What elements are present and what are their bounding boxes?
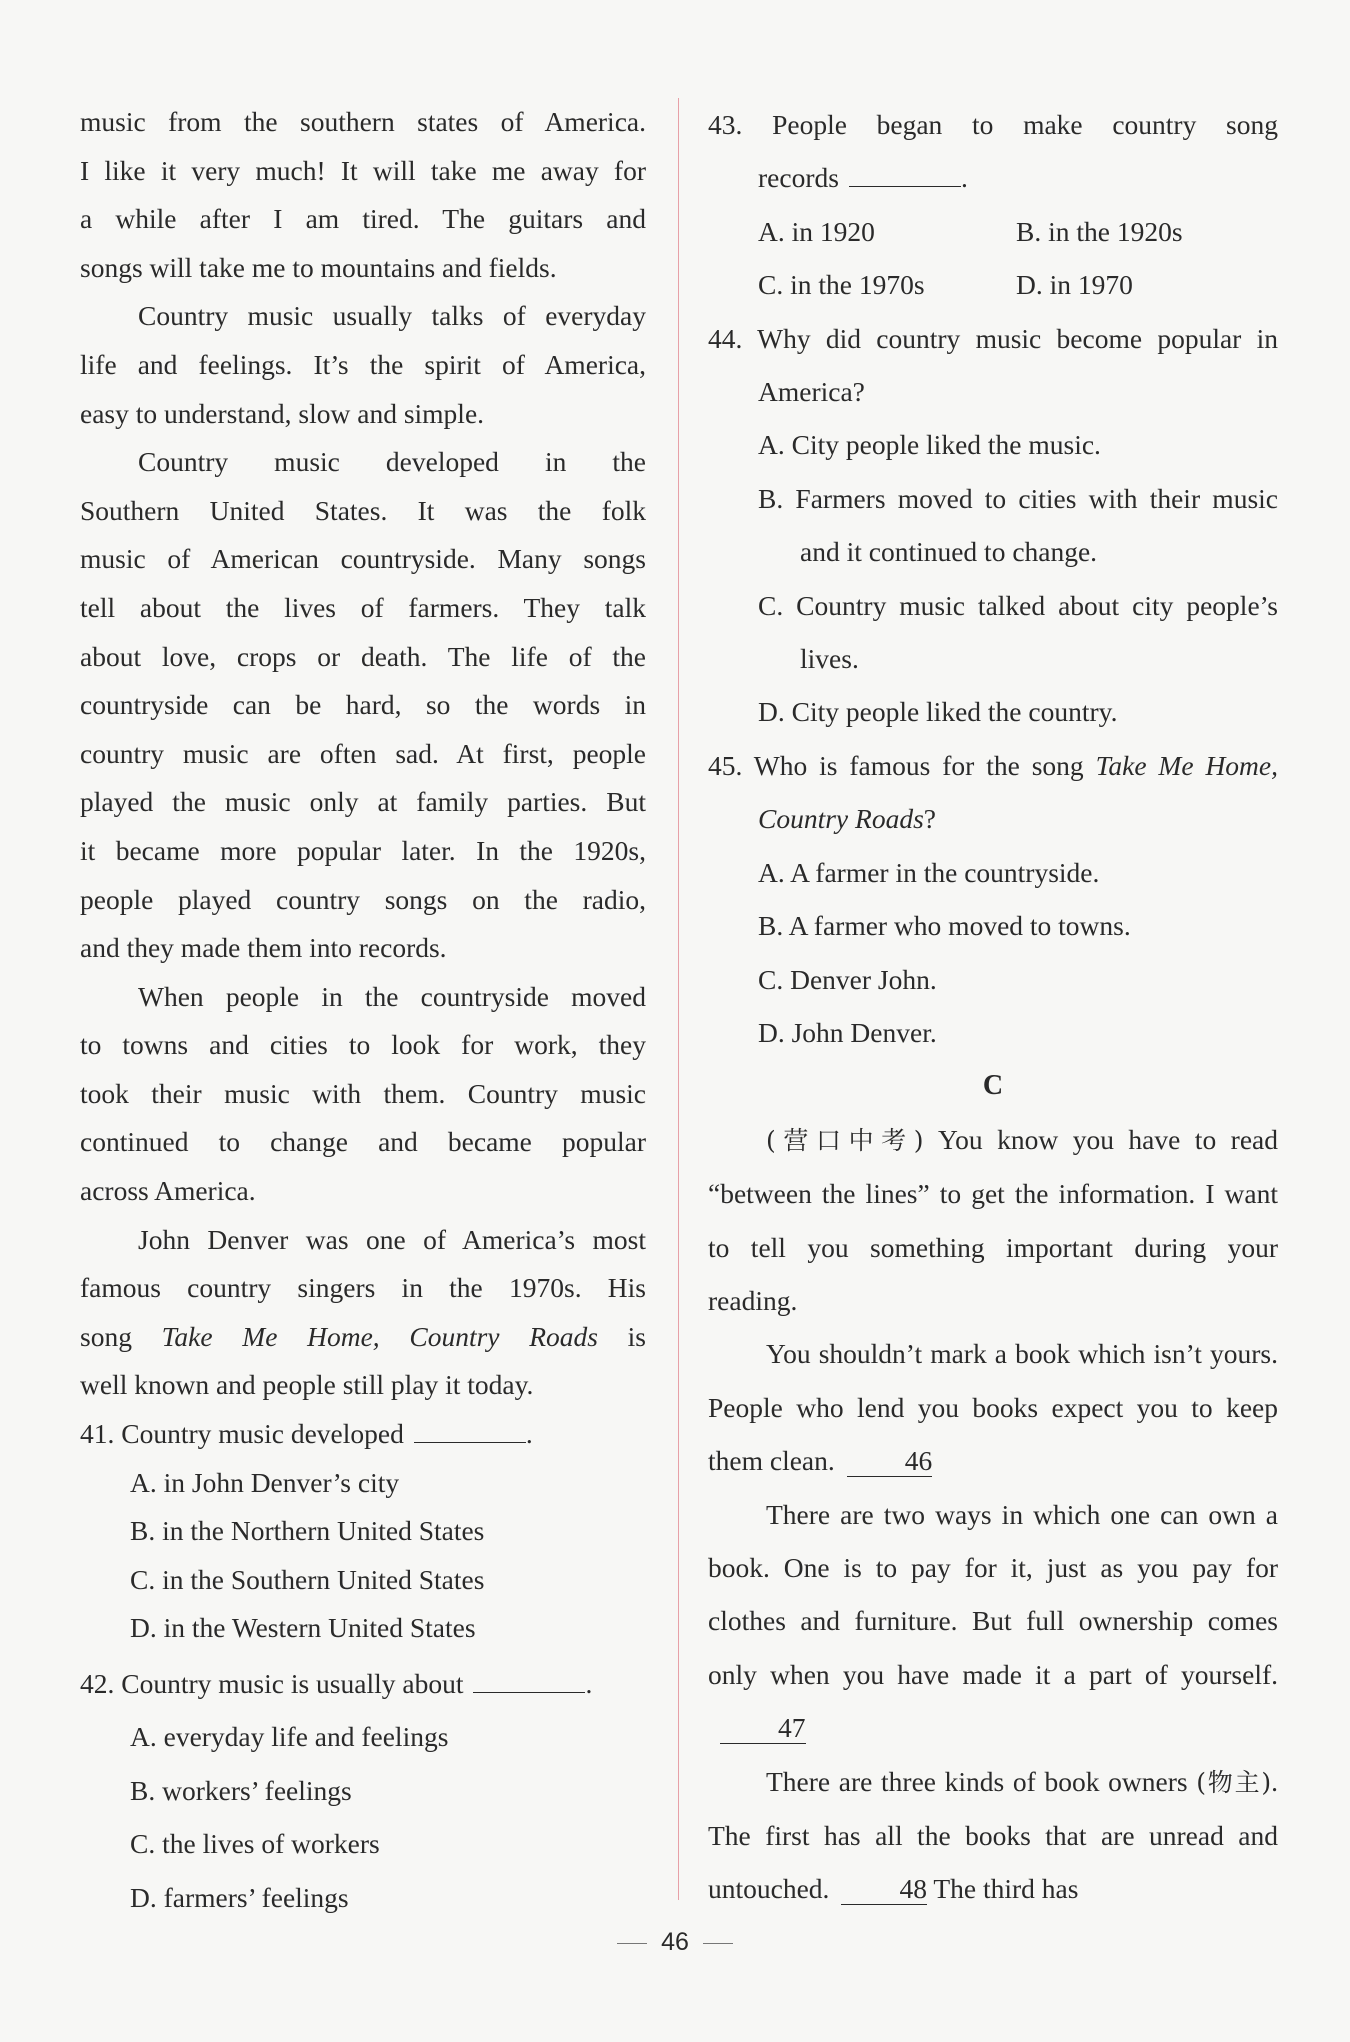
option-a[interactable]: A. in John Denver’s city <box>130 1466 400 1498</box>
option-b[interactable]: B. Farmers moved to cities with their music and it continued to change. <box>758 482 1278 568</box>
blank-47[interactable]: 47 <box>720 1713 806 1744</box>
question-45 <box>708 739 1278 1059</box>
option-c[interactable]: C. in the Southern United States <box>130 1563 485 1595</box>
text-line: Southern United States. It was the folk <box>80 494 646 526</box>
option-b[interactable]: B. in the 1920s <box>1016 215 1183 247</box>
stem-text: records <box>758 162 839 194</box>
paragraph-text: You know you have to read “between the lines” to get the information. I want to tell you something important during your reading. <box>708 1123 1278 1316</box>
paragraph-5 <box>80 1216 646 1410</box>
text-line: songs will take me to mountains and fields. <box>80 251 557 283</box>
option-d[interactable]: D. City people liked the country. <box>758 696 1118 728</box>
question-stem-cont <box>708 151 1278 204</box>
option-a[interactable]: A. City people liked the music. <box>758 429 1101 461</box>
text-line: played the music only at family parties. But <box>80 786 646 818</box>
question-44 <box>708 312 1278 739</box>
paragraph-text: You shouldn’t mark a book which isn’t yours. People who lend you books expect you to keep them clean. <box>708 1338 1278 1477</box>
paragraph-text: . The first has all the books that are unread and untouched. <box>708 1765 1279 1905</box>
text-line: I like it very much! It will take me away for <box>80 154 646 186</box>
text-line: a while after I am tired. The guitars and <box>80 203 646 235</box>
option-d[interactable]: D. farmers’ feelings <box>130 1881 349 1913</box>
option-b[interactable]: B. workers’ feelings <box>130 1774 352 1806</box>
stem-end: . <box>525 1418 533 1450</box>
stem-text: 45. Who is famous for the song <box>708 749 1084 781</box>
column-divider <box>678 98 679 1900</box>
paragraph-text: The third has <box>933 1873 1079 1905</box>
option-a[interactable]: A. in 1920 <box>758 215 875 247</box>
option-b[interactable]: B. A farmer who moved to towns. <box>758 910 1131 942</box>
text-line: across America. <box>80 1175 256 1207</box>
stem-text: 41. Country music developed <box>80 1418 404 1450</box>
text-line: life and feelings. It’s the spirit of America, <box>80 348 646 380</box>
option-c[interactable]: C. the lives of workers <box>130 1828 380 1860</box>
section-heading: C <box>982 1070 1004 1102</box>
text-line: famous country singers in the 1970s. His <box>80 1272 646 1304</box>
text-line: When people in the countryside moved <box>138 980 646 1012</box>
option-c[interactable]: C. Denver John. <box>758 963 937 995</box>
option-b[interactable]: B. in the Northern United States <box>130 1515 485 1547</box>
text-line: people played country songs on the radio, <box>80 883 646 915</box>
question-stem: 44. Why did country music become popular in America? <box>708 322 1278 408</box>
chinese-note: (物主) <box>1196 1767 1272 1797</box>
paragraph-text: There are two ways in which one can own a book. One is to pay for it, just as you pay for clothes and furniture. But full ownership comes only when you have made it a part of yourself. <box>708 1498 1278 1690</box>
text-line: well known and people still play it today. <box>80 1369 534 1401</box>
paragraph-1 <box>80 98 646 292</box>
answer-blank[interactable] <box>473 1666 585 1693</box>
question-stem: 43. People began to make country song <box>708 109 1278 140</box>
paragraph-2 <box>80 292 646 438</box>
text-line: tell about the lives of farmers. They talk <box>80 591 646 623</box>
option-d[interactable]: D. in the Western United States <box>130 1612 476 1644</box>
text-line <box>80 1313 646 1362</box>
text-line: took their music with them. Country music <box>80 1077 646 1109</box>
options-row <box>708 258 1278 311</box>
paragraph <box>708 1113 1278 1328</box>
question-43 <box>708 98 1278 312</box>
text-line: country music are often sad. At first, people <box>80 737 646 769</box>
song-prefix: song <box>80 1320 132 1352</box>
option-c[interactable]: C. Country music talked about city people’s lives. <box>758 589 1278 675</box>
question-42 <box>80 1657 646 1924</box>
paragraph <box>708 1327 1278 1487</box>
stem-end: ? <box>923 803 936 835</box>
text-line: John Denver was one of America’s most <box>138 1223 646 1255</box>
left-column <box>80 98 646 1924</box>
text-line: easy to understand, slow and simple. <box>80 397 485 429</box>
stem-end: . <box>585 1668 593 1699</box>
text-line: it became more popular later. In the 1920s, <box>80 834 646 866</box>
answer-blank[interactable] <box>849 160 961 187</box>
option-d[interactable]: D. John Denver. <box>758 1016 937 1048</box>
page-footer <box>0 1928 1350 1957</box>
paragraph <box>708 1755 1278 1916</box>
text-line: countryside can be hard, so the words in <box>80 689 646 721</box>
text-line: Country music usually talks of everyday <box>138 300 646 332</box>
stem-end: . <box>960 162 968 194</box>
text-line: Country music developed in the <box>138 446 646 478</box>
source-label: (营口中考) <box>766 1125 924 1155</box>
blank-48[interactable]: 48 <box>841 1874 927 1905</box>
text-line: to towns and cities to look for work, they <box>80 1029 646 1061</box>
paragraph-text: There are three kinds of book owners <box>766 1765 1188 1797</box>
footer-dash <box>617 1943 647 1944</box>
answer-blank[interactable] <box>414 1416 526 1443</box>
stem-text: 42. Country music is usually about <box>80 1668 464 1699</box>
question-stem <box>80 1657 646 1710</box>
paragraph-4 <box>80 973 646 1216</box>
blank-46[interactable]: 46 <box>847 1446 933 1477</box>
question-stem <box>708 739 1278 846</box>
options-row <box>708 205 1278 258</box>
song-title: Take Me Home, Country Roads <box>161 1320 598 1352</box>
footer-dash <box>703 1943 733 1944</box>
right-column <box>708 98 1278 1916</box>
text-line: music of American countryside. Many songs <box>80 543 646 575</box>
option-a[interactable]: A. everyday life and feelings <box>130 1721 449 1753</box>
paragraph-3 <box>80 438 646 973</box>
song-suffix: is <box>627 1320 646 1352</box>
question-41 <box>80 1410 646 1653</box>
passage-c <box>708 1113 1278 1916</box>
option-c[interactable]: C. in the 1970s <box>758 269 925 301</box>
question-stem <box>80 1410 646 1459</box>
option-d[interactable]: D. in 1970 <box>1016 269 1133 301</box>
option-a[interactable]: A. A farmer in the countryside. <box>758 856 1100 888</box>
text-line: and they made them into records. <box>80 932 447 964</box>
text-line: continued to change and became popular <box>80 1126 646 1158</box>
text-line: about love, crops or death. The life of the <box>80 640 646 672</box>
paragraph <box>708 1488 1278 1755</box>
song-title: Take Me Home, Country Roads <box>758 749 1278 835</box>
page-number: 46 <box>661 1928 689 1956</box>
text-line: music from the southern states of America. <box>80 106 646 137</box>
